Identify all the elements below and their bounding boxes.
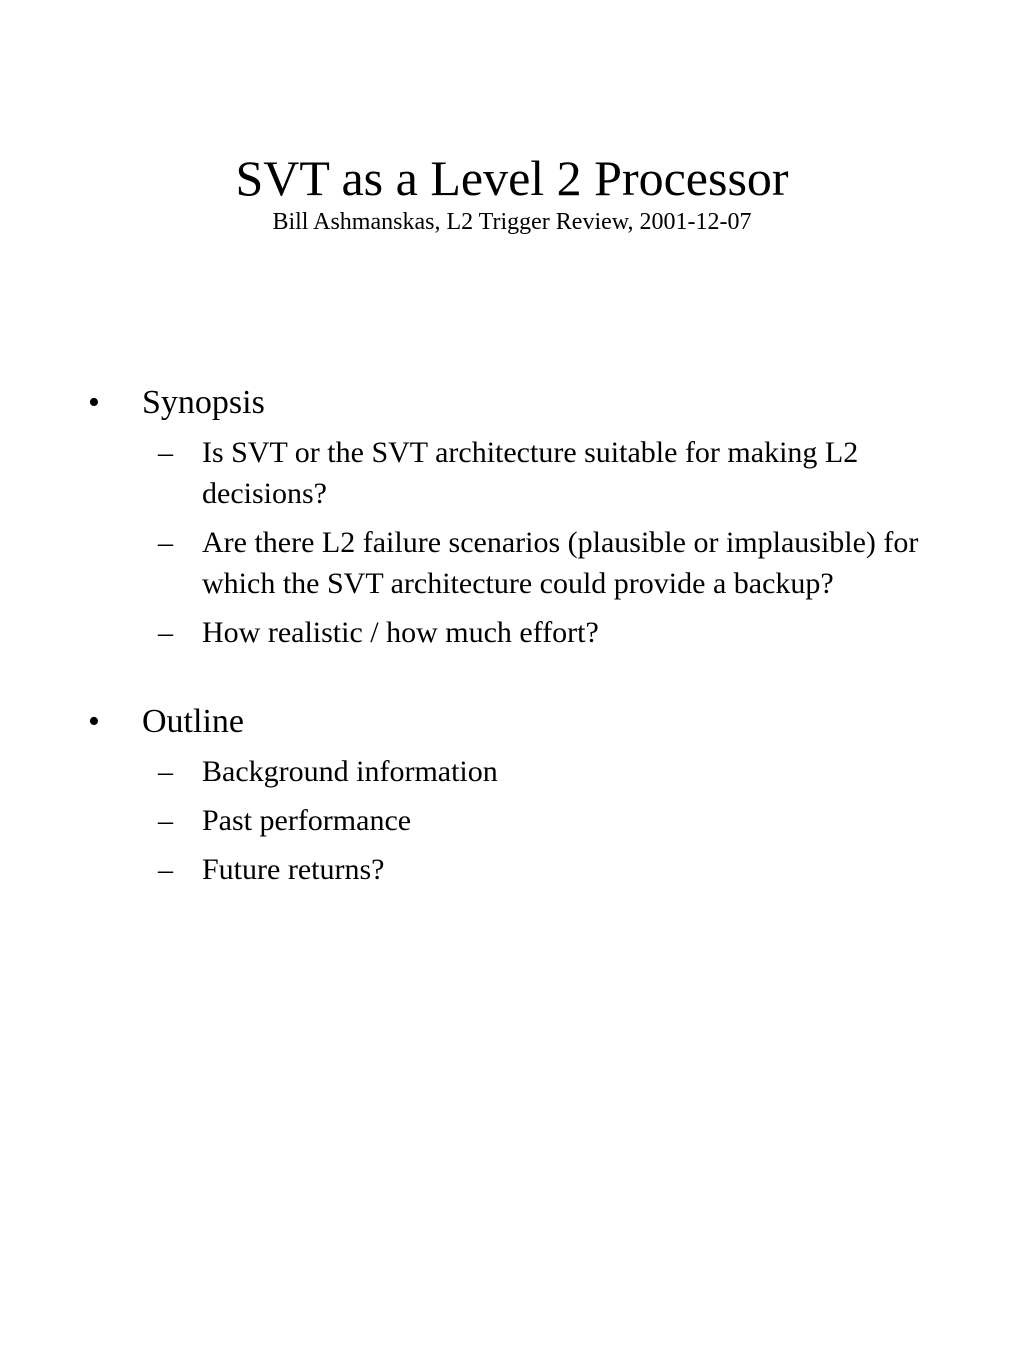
list-item — [0, 800, 1024, 841]
dash-icon: – — [158, 853, 173, 886]
slide-subtitle: Bill Ashmanskas, L2 Trigger Review, 2001-12-07 — [272, 209, 752, 235]
list-item — [0, 751, 1024, 792]
spacer — [0, 661, 1024, 699]
dash-icon: – — [158, 755, 173, 788]
title-block — [0, 148, 1024, 236]
bullet-icon: • — [88, 703, 100, 740]
list-item-text: Past performance — [202, 804, 412, 837]
bullet-synopsis — [0, 380, 1024, 653]
list-item — [0, 849, 1024, 890]
dash-icon: – — [158, 804, 173, 837]
list-item — [0, 612, 1024, 653]
list-item-text: Are there L2 failure scenarios (plausible or implausible) for which the SVT architecture could provide a backup? — [202, 526, 919, 600]
slide-content — [0, 380, 1024, 898]
list-item-text: Background information — [202, 755, 498, 788]
bullet-outline — [0, 699, 1024, 890]
slide-title: SVT as a Level 2 Processor — [235, 150, 789, 206]
list-item-text: Future returns? — [202, 853, 385, 886]
list-item-text: How realistic / how much effort? — [202, 616, 599, 649]
dash-icon: – — [158, 616, 173, 649]
dash-icon: – — [158, 526, 173, 559]
list-item — [0, 432, 1024, 514]
list-item — [0, 522, 1024, 604]
bullet-icon: • — [88, 384, 100, 421]
list-item-text: Is SVT or the SVT architecture suitable for making L2 decisions? — [202, 436, 859, 510]
bullet-label: Synopsis — [142, 384, 265, 421]
bullet-label: Outline — [142, 703, 244, 740]
dash-icon: – — [158, 436, 173, 469]
